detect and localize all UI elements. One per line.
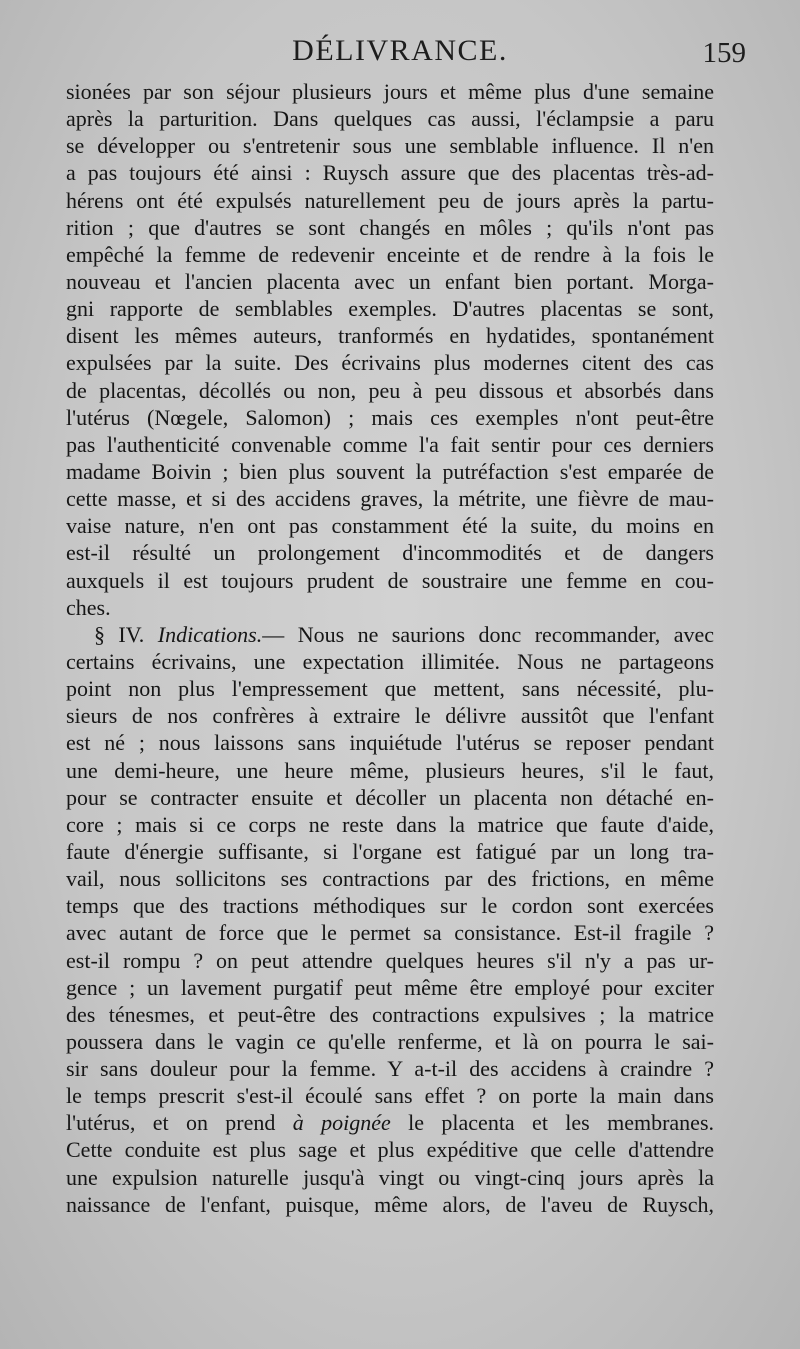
- text-line: après la parturition. Dans quelques cas aussi, l'éclampsie a paru: [66, 106, 714, 132]
- running-title: DÉLIVRANCE.: [292, 34, 508, 67]
- text-line: sieurs de nos confrères à extraire le délivre aussitôt que l'enfant: [66, 703, 714, 729]
- text-line: ches.: [66, 594, 111, 620]
- text-line: rition ; que d'autres se sont changés en môles ; qu'ils n'ont pas: [66, 214, 714, 240]
- text-line: une expulsion naturelle jusqu'à vingt ou vingt-cinq jours après la: [66, 1164, 714, 1190]
- text-line: naissance de l'enfant, puisque, même alors, de l'aveu de Ruysch,: [66, 1191, 714, 1217]
- text-line: pas l'authenticité convenable comme l'a fait sentir pour ces derniers: [66, 431, 714, 457]
- text-line: avec autant de force que le permet sa consistance. Est-il fragile ?: [66, 920, 714, 946]
- text-fragment: Nous ne saurions donc recommander, avec: [297, 621, 714, 647]
- text-line: de placentas, décollés ou non, peu à peu dissous et absorbés dans: [66, 377, 714, 403]
- text-line: faute d'énergie suffisante, si l'organe est fatigué par un long tra-: [66, 838, 714, 864]
- text-line: se développer ou s'entretenir sous une semblable influence. Il n'en: [66, 133, 714, 159]
- page-number: 159: [702, 37, 746, 69]
- italic-phrase: à poignée: [292, 1110, 391, 1136]
- text-fragment: l'utérus, et on prend: [66, 1110, 276, 1136]
- text-line: cette masse, et si des accidens graves, la métrite, une fièvre de mau-: [66, 486, 714, 512]
- text-line: vail, nous sollicitons ses contractions par des frictions, en même: [66, 866, 714, 892]
- text-line: a pas toujours été ainsi : Ruysch assure que des placentas très-ad-: [66, 160, 714, 186]
- text-line: une demi-heure, une heure même, plusieurs heures, s'il le faut,: [66, 757, 714, 783]
- text-line: est-il rompu ? on peut attendre quelques heures s'il n'y a pas ur-: [66, 947, 714, 973]
- text-line: le temps prescrit s'est-il écoulé sans effet ? on porte la main dans: [66, 1083, 714, 1109]
- heading-dash: —: [262, 621, 285, 647]
- text-line: gence ; un lavement purgatif peut même être employé pour exciter: [66, 974, 714, 1000]
- text-line: Cette conduite est plus sage et plus expéditive que celle d'attendre: [66, 1137, 714, 1163]
- section-heading-line: [66, 621, 714, 648]
- text-line: temps que des tractions méthodiques sur le cordon sont exercées: [66, 893, 714, 919]
- section-heading: Indications.: [157, 621, 263, 647]
- paragraph-2: [66, 621, 714, 1218]
- text-line: hérens ont été expulsés naturellement peu de jours après la partu-: [66, 187, 714, 213]
- text-line: auxquels il est toujours prudent de soustraire une femme en cou-: [66, 567, 714, 593]
- paragraph-1: [66, 78, 714, 621]
- text-line: sir sans douleur pour la femme. Y a-t-il des accidens à craindre ?: [66, 1056, 714, 1082]
- text-line: nouveau et l'ancien placenta avec un enfant bien portant. Morga-: [66, 268, 714, 294]
- text-line: disent les mêmes auteurs, tranformés en hydatides, spontanément: [66, 323, 714, 349]
- text-line: est né ; nous laissons sans inquiétude l'utérus se reposer pendant: [66, 730, 714, 756]
- text-fragment: le placenta et les membranes.: [408, 1110, 715, 1136]
- text-line: gni rapporte de semblables exemples. D'autres placentas se sont,: [66, 296, 714, 322]
- page-header: [60, 34, 746, 74]
- text-line: vaise nature, n'en ont pas constamment été la suite, du moins en: [66, 513, 714, 539]
- text-line: certains écrivains, une expectation illimitée. Nous ne partageons: [66, 648, 714, 674]
- text-line: est-il résulté un prolongement d'incommodités et de dangers: [66, 540, 714, 566]
- text-line: des ténesmes, et peut-être des contractions expulsives ; la matrice: [66, 1001, 714, 1027]
- text-line: empêché la femme de redevenir enceinte et de rendre à la fois le: [66, 241, 714, 267]
- text-line: [66, 1109, 714, 1136]
- text-line: sionées par son séjour plusieurs jours et même plus d'une semaine: [66, 79, 714, 104]
- text-line: pour se contracter ensuite et décoller un placenta non détaché en-: [66, 784, 714, 810]
- text-line: l'utérus (Nœgele, Salomon) ; mais ces exemples n'ont peut-être: [66, 404, 714, 430]
- text-line: madame Boivin ; bien plus souvent la putréfaction s'est emparée de: [66, 458, 714, 484]
- text-line: poussera dans le vagin ce qu'elle renferme, et là on pourra le sai-: [66, 1028, 714, 1054]
- text-line: point non plus l'empressement que mettent, sans nécessité, plu-: [66, 676, 714, 702]
- text-line: expulsées par la suite. Des écrivains plus modernes citent des cas: [66, 350, 714, 376]
- text-line: core ; mais si ce corps ne reste dans la matrice que faute d'aide,: [66, 811, 714, 837]
- body-text: [66, 78, 714, 1218]
- section-mark: § IV.: [94, 621, 145, 647]
